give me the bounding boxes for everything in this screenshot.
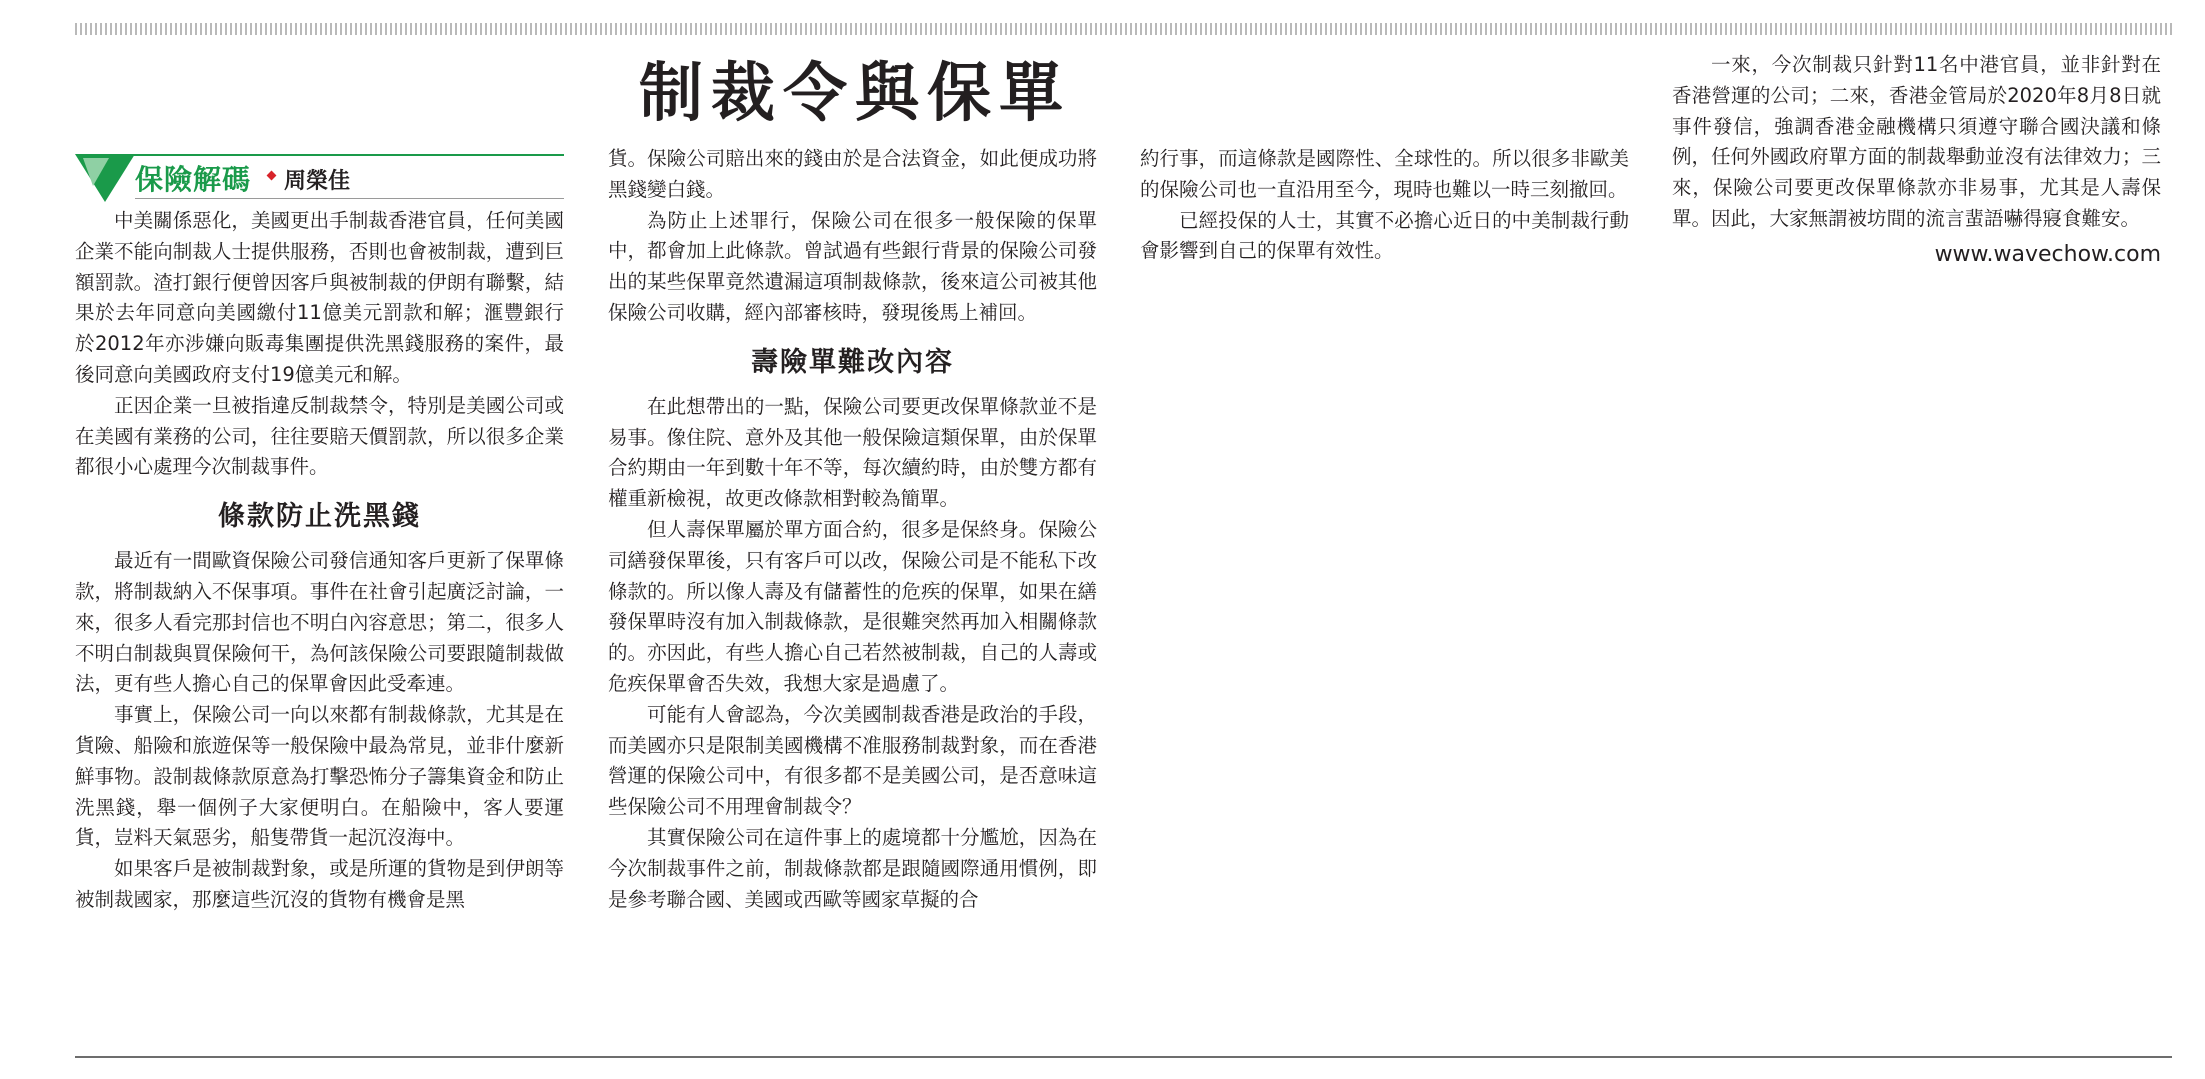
bottom-rule (75, 1056, 2172, 1058)
column-3 (1140, 144, 1629, 267)
top-dotted-rule (75, 23, 2172, 35)
diamond-icon (267, 171, 277, 181)
column-tag (75, 146, 564, 202)
paragraph: 貨。保險公司賠出來的錢由於是合法資金，如此便成功將黑錢變白錢。 (608, 147, 1097, 201)
column-1 (75, 206, 564, 916)
tag-rule (117, 154, 564, 156)
author-name: 周榮佳 (284, 169, 351, 194)
headline: 制裁令與保單 (639, 57, 1071, 131)
paragraph: 其實保險公司在這件事上的處境都十分尷尬，因為在今次制裁事件之前，制裁條款都是跟隨國際通用慣例，即是參考聯合國、美國或西歐等國家草擬的合 (608, 825, 1097, 911)
paragraph: 最近有一間歐資保險公司發信通知客戶更新了保單條款，將制裁納入不保事項。事件在社會引起廣泛討論，一來，很多人看完那封信也不明白內容意思；第二，很多人不明白制裁與買保險何干，為何該保險公司要跟隨制裁做法，更有些人擔心自己的保單會因此受牽連。 (75, 549, 564, 696)
subheading: 條款防止洗黑錢 (218, 501, 421, 533)
paragraph: 一來，今次制裁只針對11名中港官員，並非針對在香港營運的公司；二來，香港金管局於2020年8月8日就事件發信，強調香港金融機構只須遵守聯合國決議和條例，任何外國政府單方面的制裁舉動並沒有法律效力；三來，保險公司要更改保單條款亦非易事，尤其是人壽保單。因此，大家無謂被坊間的流言蜚語嚇得寢食難安。 (1672, 53, 2161, 230)
paragraph: 在此想帶出的一點，保險公司要更改保單條款並不是易事。像住院、意外及其他一般保險這類保單，由於保單合約期由一年到數十年不等，每次續約時，由於雙方都有權重新檢視，故更改條款相對較為簡單。 (608, 394, 1097, 511)
column-2 (608, 144, 1097, 915)
subheading: 壽險單難改內容 (751, 346, 954, 378)
paragraph: 中美關係惡化，美國更出手制裁香港官員，任何美國企業不能向制裁人士提供服務，否則也會被制裁，遭到巨額罰款。渣打銀行便曾因客戶與被制裁的伊朗有聯繫，結果於去年同意向美國繳付11億美元罰款和解；滙豐銀行於2012年亦涉嫌向販毒集團提供洗黑錢服務的案件，最後同意向美國政府支付19億美元和解。 (75, 209, 564, 386)
tag-underline (135, 198, 564, 199)
paragraph: 正因企業一旦被指違反制裁禁令，特別是美國公司或在美國有業務的公司，往往要賠天價罰款，所以很多企業都很小心處理今次制裁事件。 (75, 393, 564, 479)
paragraph: 約行事，而這條款是國際性、全球性的。所以很多非歐美的保險公司也一直沿用至今，現時也難以一時三刻撤回。 (1140, 147, 1629, 201)
paragraph: 事實上，保險公司一向以來都有制裁條款，尤其是在貨險、船險和旅遊保等一般保險中最為常見，並非什麼新鮮事物。設制裁條款原意為打擊恐怖分子籌集資金和防止洗黑錢，舉一個例子大家便明白。在船險中，客人要運貨，豈料天氣惡劣，船隻帶貨一起沉沒海中。 (75, 703, 564, 850)
paragraph: 但人壽保單屬於單方面合約，很多是保終身。保險公司繕發保單後，只有客戶可以改，保險公司是不能私下改條款的。所以像人壽及有儲蓄性的危疾的保單，如果在繕發保單時沒有加入制裁條款，是很難突然再加入相關條款的。亦因此，有些人擔心自己若然被制裁，自己的人壽或危疾保單會否失效，我想大家是過慮了。 (608, 517, 1097, 695)
paragraph: 如果客戶是被制裁對象，或是所運的貨物是到伊朗等被制裁國家，那麼這些沉沒的貨物有機會是黑 (75, 857, 564, 911)
website-link[interactable]: www.wavechow.com (1934, 241, 2161, 267)
paragraph: 為防止上述罪行，保險公司在很多一般保險的保單中，都會加上此條款。曾試過有些銀行背景的保險公司發出的某些保單竟然遺漏這項制裁條款，後來這公司被其他保險公司收購，經內部審核時，發現後馬上補回。 (608, 208, 1097, 324)
paragraph: 已經投保的人士，其實不必擔心近日的中美制裁行動會影響到自己的保單有效性。 (1140, 208, 1629, 263)
paragraph: 可能有人會認為，今次美國制裁香港是政治的手段，而美國亦只是限制美國機構不准服務制裁對象，而在香港營運的保險公司中，有很多都不是美國公司，是否意味這些保險公司不用理會制裁令？ (608, 702, 1097, 819)
column-name: 保險解碼 (135, 163, 252, 196)
column-4 (1672, 50, 2161, 271)
